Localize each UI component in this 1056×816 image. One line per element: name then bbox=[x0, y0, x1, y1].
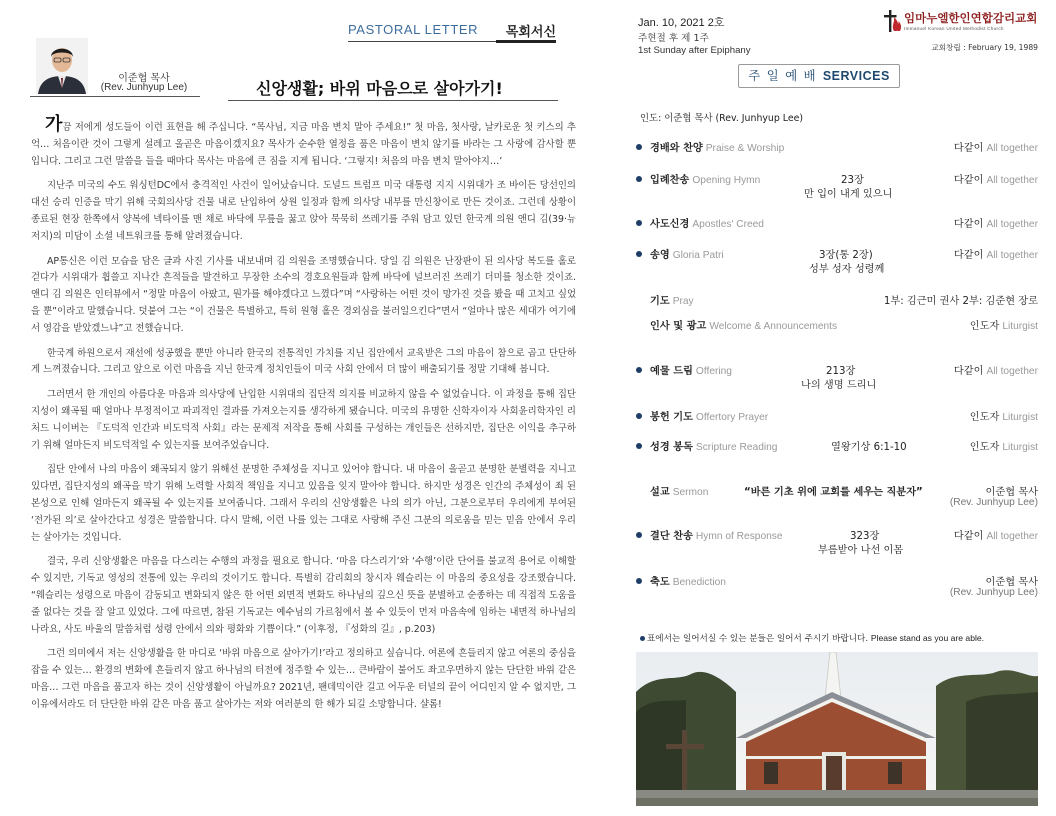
hymn-title: 만 입이 내게 있으니 bbox=[804, 189, 893, 200]
letter-paragraph: 그런 의미에서 저는 신앙생활을 한 마디로 ‘바위 마음으로 살아가기!’라고 정의하고 싶습니다. 여론에 흔들리지 않고 여론의 중심을 잡을 수 있는… 환경의 변화에 흔들리지 않고 하나님의 터전에 정주할 수 있는… 큰바람이 불어도 좌고우면하지 않는 단단한 바위 같은 마음… 그런 마음을 품고자 하는 것이 신앙생활이 아닐까요? 2021년, 팬데믹이란 길고 어두운 터널의 끝이 어디인지 알 수 없지만, 그 이유에서라도 더 단단한 바위 같은 마음 품고 살아가는 저와 여러분의 한 해가 되길 소망합니다. 샬롬! bbox=[31, 648, 576, 710]
church-name-en: Immanuel Korean United Methodist Church bbox=[904, 26, 1004, 31]
hymn-title: 성부 성자 성령께 bbox=[809, 264, 885, 275]
cross-flame-icon bbox=[882, 9, 902, 33]
title-divider bbox=[228, 100, 558, 101]
worship-order-page: Jan. 10, 2021 2호 주현절 후 제 1주 1st Sunday after Epiphany 임마누엘한인연합감리교회 Immanuel Korean United Methodist Church 교회창립 : February 19, 1989 주 일 예 배 SERVICES 인도: 이준협 목사 (Rev. Junhyup Lee) 경배와 찬양 Praise & Worship 다같이 All together 입례찬송 Opening Hymn 23장 만 입이 내게 있으니 다같이 All together 사도신경 Apostles' Creed 다같이 All together 송영 Gloria Patri 3장(통 2장) 성부 성자 성령께 다같이 All together 기도 Pray 1부: 김근미 권사 2부: 김준현 장로 인사 및 광고 Welcome & Announcements 인도자 Liturgist 예물 드림 Offering 213장 나의 생명 드리니 다같이 All together 봉헌 기도 Offertory Prayer 인도자 Liturgist 성경 봉독 Scripture Reading 열왕기상 6:1-10 인도자 Liturgist 설교 Sermon “바른 기초 위에 교회를 세우는 직분자” 이준협 목사 (Rev. Junhyup Lee) 결단 찬송 Hymn of Response 323장 부름받아 나선 이몸 다같이 All together 축도 Benediction 이준협 목사 (Rev. Junhyup Lee) 표에서는 일어서실 수 있는 분들은 일어서 주시기 바랍니다. Please stand as you are able. bbox=[596, 0, 1056, 816]
sermon-title: “바른 기초 위에 교회를 세우는 직분자” bbox=[744, 487, 923, 498]
bullet-icon bbox=[636, 176, 642, 182]
church-name: 임마누엘한인연합감리교회 bbox=[904, 11, 1038, 25]
author-divider bbox=[30, 96, 200, 97]
bullet-icon bbox=[636, 220, 642, 226]
founding-date: 교회창립 : February 19, 1989 bbox=[931, 43, 1038, 52]
letter-paragraph: AP통신은 이런 모습을 담은 글과 사진 기사를 내보내며 김 의원을 조명했습니다. 당일 김 의원은 난장판이 된 의사당 복도를 홀로 걷다가 시위대가 휩쓸고 지나간 흔적들을 발견하고 무장한 소수의 경호요원들과 함께 바닥에 널브러진 쓰레기 더미를 청소한 것이죠. 앤디 김 의원은 인터뷰에서 “정말 마음이 아팠고, 뭔가를 해야겠다고 느꼈다”며 “사랑하는 어떤 것이 망가진 것을 봤을 때 고치고 싶었을 뿐”이라고 말했습니다. 덧붙여 그는 “이 건물은 특별하고, 특히 원형 홀은 경외심을 불러일으킨다”면서 “얼마나 많은 세대가 여기에서 영감을 받았겠느냐”고 전했습니다. bbox=[31, 255, 576, 334]
bullet-icon bbox=[640, 636, 645, 641]
church-logo bbox=[882, 8, 1042, 38]
standing-note: 표에서는 일어서실 수 있는 분들은 일어서 주시기 바랍니다. Please stand as you are able. bbox=[640, 632, 984, 644]
scripture-reference: 열왕기상 6:1-10 bbox=[831, 442, 907, 453]
pastor-photo bbox=[36, 38, 88, 94]
letter-title: 신앙생활; 바위 마음으로 살아가기! bbox=[256, 79, 503, 98]
hymn-number: 3장(통 2장) bbox=[819, 250, 873, 261]
hymn-number: 23장 bbox=[841, 175, 864, 186]
letter-paragraph: 가끔 저에게 성도들이 이런 표현을 해 주십니다. “목사님, 지금 마음 변치 말아 주세요!” 첫 마음, 첫사랑, 날카로운 첫 키스의 추억… 처음이란 것이 그렇게 설레고 올곧은 마음이겠지요? 목사가 순수한 열정을 품은 마음이 변치 않기를 바라는 그 사랑에 감사할 뿐입니다. 그리고 그런 말씀을 들을 때마다 목사는 마음에 큰 짐을 지게 됩니다. ‘그렇지! 처음의 마음 변치 말아야지…’ bbox=[31, 114, 576, 167]
letter-paragraph: 그러면서 한 개인의 아름다운 마음과 의사당에 난입한 시위대의 집단적 의지를 비교하지 않을 수 없었습니다. 이 과정을 통해 집단지성이 왜곡될 때 얼마나 부정적이고 파괴적인 결과를 가져오는지를 생각하게 됐습니다. 미국의 유명한 신학자이자 사회윤리학자인 리처드 니이버는 『도덕적 인간과 비도덕적 사회』라는 문제적 저작을 통해 사회를 구성하는 개인들은 선하지만, 집단은 이익을 추구하기 위해 얼마든지 비도덕적일 수 있는지를 보여주었습니다. bbox=[31, 389, 576, 451]
pastoral-letter-header bbox=[348, 22, 556, 42]
liturgical-season-en: 1st Sunday after Epiphany bbox=[638, 45, 751, 56]
bullet-icon bbox=[636, 251, 642, 257]
service-leader: 인도: 이준협 목사 (Rev. Junhyup Lee) bbox=[640, 113, 804, 124]
bullet-icon bbox=[636, 443, 642, 449]
church-building-photo bbox=[636, 652, 1038, 806]
pastoral-letter-label: PASTORAL LETTER bbox=[348, 22, 479, 37]
hymn-number: 323장 bbox=[850, 531, 880, 542]
pastoral-letter-label-ko: 목회서신 bbox=[505, 25, 556, 40]
bullet-icon bbox=[636, 413, 642, 419]
liturgical-season: 주현절 후 제 1주 bbox=[638, 33, 709, 44]
header-divider-accent bbox=[496, 40, 556, 43]
pastor-name-en: (Rev. Junhyup Lee) bbox=[949, 587, 1038, 598]
services-heading-en: SERVICES bbox=[822, 69, 890, 83]
bullet-icon bbox=[636, 367, 642, 373]
author-name-en: (Rev. Junhyup Lee) bbox=[100, 82, 188, 93]
bullet-icon bbox=[636, 578, 642, 584]
letter-paragraph: 결국, 우리 신앙생활은 마음을 다스리는 수행의 과정을 필요로 합니다. ‘마음 다스리기’와 ‘수행’이란 단어를 불교적 용어로 이해할 수 있지만, 기독교 영성의 전통에 있는 우리의 것이기도 합니다. 특별히 감리회의 창시자 웨슬리는 이 마음의 중요성을 강조했습니다. “웨슬리는 성령으로 마음이 감동되고 변화되지 않은 한 어떤 외면적 변화도 하나님의 깊으신 뜻을 분별하고 순종하는 데 직접적 도움을 줄 없다는 것을 잘 알고 있었다. 그에 따르면, 참된 기독교는 예수님의 가르침에서 볼 수 있듯이 먼저 마음속에 임하는 내면적 하나님의 나라요, 사도 바울의 말씀처럼 성령 안에서 의와 평화와 기쁨이다.” (이후정, 『성화의 길』, p.203) bbox=[31, 556, 576, 635]
bulletin-date: Jan. 10, 2021 2호 bbox=[638, 17, 725, 29]
drop-cap: 가 bbox=[45, 114, 63, 135]
letter-paragraph: 한국계 하원으로서 재선에 성공했을 뿐만 아니라 한국의 전통적인 가치를 지닌 집안에서 교육받은 그의 마음이 참으로 곱고 단단하게 느껴졌습니다. 그리고 앞으로 이런 마음을 지닌 한국계 정치인들이 미국 사회 안에서 더 많이 배출되기를 정말 기대해 봅니다. bbox=[31, 347, 576, 376]
letter-paragraph: 집단 안에서 나의 마음이 왜곡되지 않기 위해선 분명한 주체성을 지니고 있어야 합니다. 내 마음이 올곧고 분명한 분별력을 지니고 있다면, 집단지성의 왜곡을 막기 위해 노력할 사회적 책임을 지니고 있음을 잊지 말아야 합니다. 하지만 성경은 인간의 주체성이 죄 된 본성으로 인해 얼마든지 왜곡될 수 있는지를 보여줍니다. 그래서 우리의 신앙생활은 나의 의가 아닌, 그분으로부터 우리에게 부여된 ‘전가된 의’로 살아간다고 성경은 말씀합니다. 다시 말해, 이런 나를 있는 그대로 사랑해 주신 그분의 의로움을 믿는 믿음 안에서 우리는 살아가는 것입니다. bbox=[31, 464, 576, 543]
preacher-name-en: (Rev. Junhyup Lee) bbox=[949, 497, 1038, 508]
hymn-title: 나의 생명 드리니 bbox=[801, 380, 877, 391]
letter-body bbox=[31, 114, 576, 722]
bullet-icon bbox=[636, 144, 642, 150]
services-heading-ko: 주 일 예 배 bbox=[748, 68, 817, 83]
bullet-icon bbox=[636, 532, 642, 538]
letter-paragraph: 지난주 미국의 수도 워싱턴DC에서 충격적인 사건이 일어났습니다. 도널드 트럼프 미국 대통령 지지 시위대가 조 바이든 당선인의 대선 승리 인증을 막기 위해 국회의사당 건물 내로 난입하여 상원 일정과 함께 의사당 내부를 만신창이로 만든 것이죠. 그런데 상황이 종료된 현장 한쪽에서 양복에 넥타이를 맨 채로 바닥에 무릎을 꿇고 앉아 묵묵히 쓰레기를 주워 담고 있던 한국계 의원 앤디 김(39·뉴저지)의 미담이 소셜 네트워크를 통해 알려졌습니다. bbox=[31, 180, 576, 242]
hymn-number: 213장 bbox=[826, 366, 856, 377]
author-name: 이준협 목사 bbox=[118, 73, 170, 84]
services-heading bbox=[738, 64, 900, 88]
hymn-title: 부름받아 나선 이몸 bbox=[818, 545, 904, 556]
